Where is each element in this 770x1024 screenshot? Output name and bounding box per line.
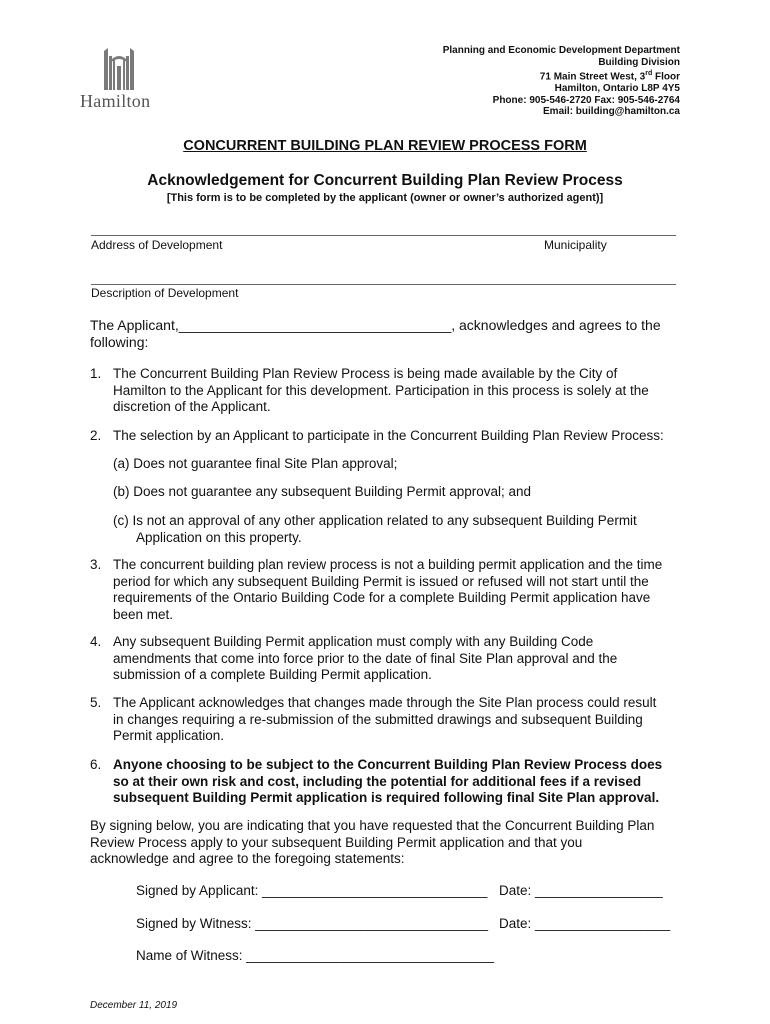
department-name: Planning and Economic Development Department [442,45,680,56]
form-title: CONCURRENT BUILDING PLAN REVIEW PROCESS FORM [183,138,587,154]
form-note: [This form is to be completed by the applicant (owner or owner’s authorized agent)] [166,192,604,204]
division-name: Building Division [598,56,680,68]
address-label: Address of Development [91,238,223,252]
witness-signature-field[interactable]: Signed by Witness: _______________________________ [136,916,489,931]
street-address: 71 Main Street West, 3rd Floor [539,70,680,83]
city-address: Hamilton, Ontario L8P 4Y5 [554,83,680,95]
witness-name-field[interactable]: Name of Witness: _________________________________ [136,948,495,963]
municipality-label: Municipality [544,238,607,252]
intro-line-2: following: [90,334,149,350]
applicant-signature-field[interactable]: Signed by Applicant: ______________________________ [136,883,488,898]
hamilton-logo-text: Hamilton [80,91,151,111]
acknowledgement-list: 1. The Concurrent Building Plan Review Process is being made available by the City of Hamilton to the Applicant for this development. Participation in this process is solely at the discretion of the Applicant. 2. The selection by an Applicant to participate in the Concurrent Building Plan Review Process: (a) Does not guarantee final Site Plan approval; (b) Does not guarantee any subsequent Building Permit approval; and (c) Is not an approval of any other application related to any subsequent Building Permit Application on this property. 3. The concurrent building plan review process is not a building permit application and the time period for which any subsequent Building Permit is issued or refused will not start until the requirements of the Ontario Building Code for a complete Building Permit application have been met. 4. Any subsequent Building Permit application must comply with any Building Code amendments that come into force prior to the date of final Site Plan approval and the submission of a complete Building Permit application. 5. The Applicant acknowledges that changes made through the Site Plan process could result in changes requiring a re-submission of the submitted drawings and subsequent Building Permit application. 6. Anyone choosing to be subject to the Concurrent Building Plan Review Process does so at their own risk and cost, including the potential for additional fees if a revised subsequent Building Permit application is required following final Site Plan approval. [90,366,664,805]
witness-date-field[interactable]: Date: __________________ [499,916,671,931]
email: Email: building@hamilton.ca [543,106,680,118]
applicant-date-field[interactable]: Date: _________________ [499,883,663,898]
phone-fax: Phone: 905-546-2720 Fax: 905-546-2764 [492,94,680,106]
footer-date: December 11, 2019 [90,1000,178,1011]
description-label: Description of Development [91,286,239,300]
closing-paragraph: By signing below, you are indicating that you have requested that the Concurrent Building Plan Review Process apply to your subsequent Building Permit application and that you acknowledge and agree to the foregoing statements: [90,818,655,866]
form-subtitle: Acknowledgement for Concurrent Building Plan Review Process [147,172,623,189]
intro-line-1: The Applicant,___________________________________, acknowledges and agrees to the [90,317,661,333]
